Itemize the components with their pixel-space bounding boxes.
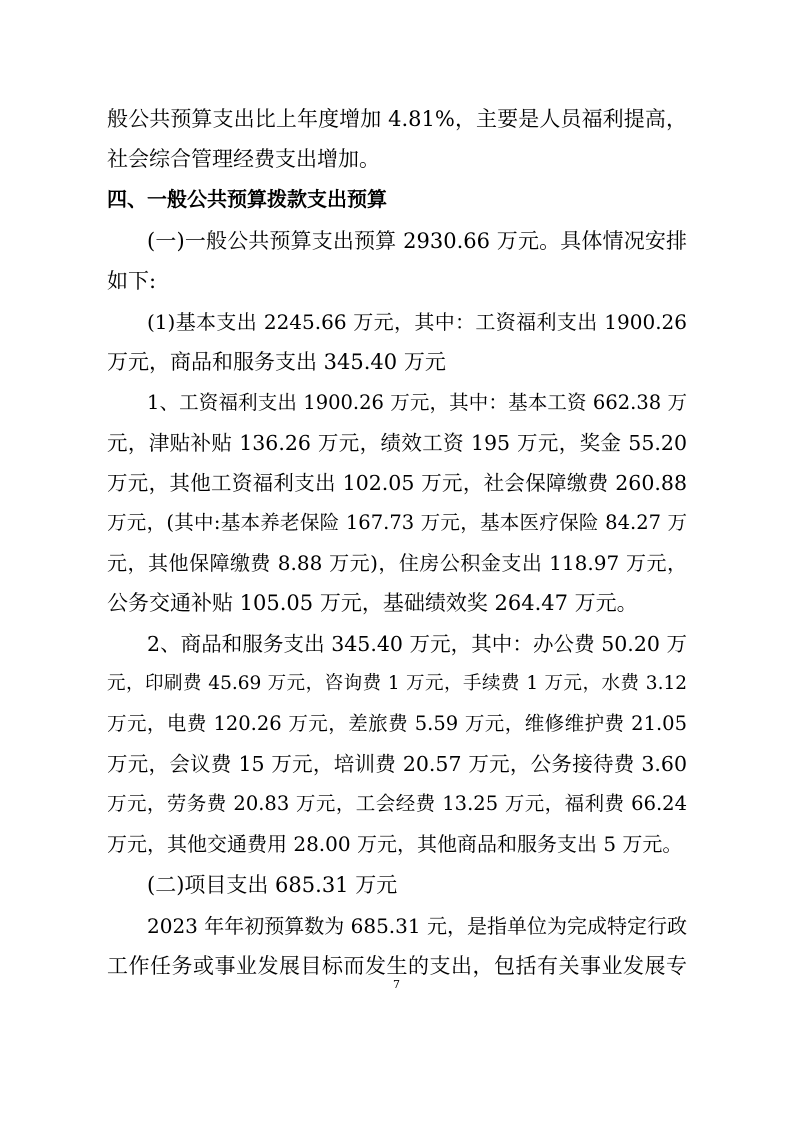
paragraph-line: 工作任务或事业发展目标而发生的支出，包括有关事业发展专	[107, 954, 687, 978]
paragraph-line: 万元，其他交通费用 28.00 万元，其他商品和服务支出 5 万元。	[107, 832, 683, 856]
paragraph-line: 万元，商品和服务支出 345.40 万元	[107, 350, 446, 374]
paragraph-line: 如下:	[107, 269, 157, 293]
paragraph-line: 2、商品和服务支出 345.40 万元，其中：办公费 50.20 万	[147, 632, 687, 656]
paragraph-line: 公务交通补贴 105.05 万元，基础绩效奖 264.47 万元。	[107, 591, 638, 615]
paragraph-line: 万元，其他工资福利支出 102.05 万元，社会保障缴费 260.88	[107, 471, 687, 495]
page-number: 7	[393, 978, 400, 991]
paragraph-line: (1)基本支出 2245.66 万元，其中：工资福利支出 1900.26	[147, 310, 687, 334]
paragraph-line: 元，其他保障缴费 8.88 万元)，住房公积金支出 118.97 万元，	[107, 551, 687, 575]
paragraph-line: 2023 年年初预算数为 685.31 元，是指单位为完成特定行政	[147, 914, 687, 938]
paragraph-line: 社会综合管理经费支出增加。	[107, 147, 380, 171]
section-heading: 四、一般公共预算拨款支出预算	[107, 187, 387, 211]
paragraph-line: 1、工资福利支出 1900.26 万元，其中：基本工资 662.38 万	[147, 391, 687, 414]
paragraph-line: (二)项目支出 685.31 万元	[147, 873, 398, 897]
paragraph-line: (一)一般公共预算支出预算 2930.66 万元。具体情况安排	[147, 229, 687, 253]
paragraph-line: 万元，(其中:基本养老保险 167.73 万元，基本医疗保险 84.27 万	[107, 511, 687, 534]
paragraph-line: 万元，电费 120.26 万元，差旅费 5.59 万元，维修维护费 21.05	[107, 712, 687, 735]
paragraph-line: 般公共预算支出比上年度增加 4.81%，主要是人员福利提高，	[107, 107, 687, 131]
paragraph-line: 万元，劳务费 20.83 万元，工会经费 13.25 万元，福利费 66.24	[107, 792, 687, 815]
paragraph-line: 元，印刷费 45.69 万元，咨询费 1 万元，手续费 1 万元，水费 3.12	[107, 673, 687, 694]
paragraph-line: 元，津贴补贴 136.26 万元，绩效工资 195 万元，奖金 55.20	[107, 431, 687, 455]
paragraph-line: 万元，会议费 15 万元，培训费 20.57 万元，公务接待费 3.60	[107, 752, 687, 776]
